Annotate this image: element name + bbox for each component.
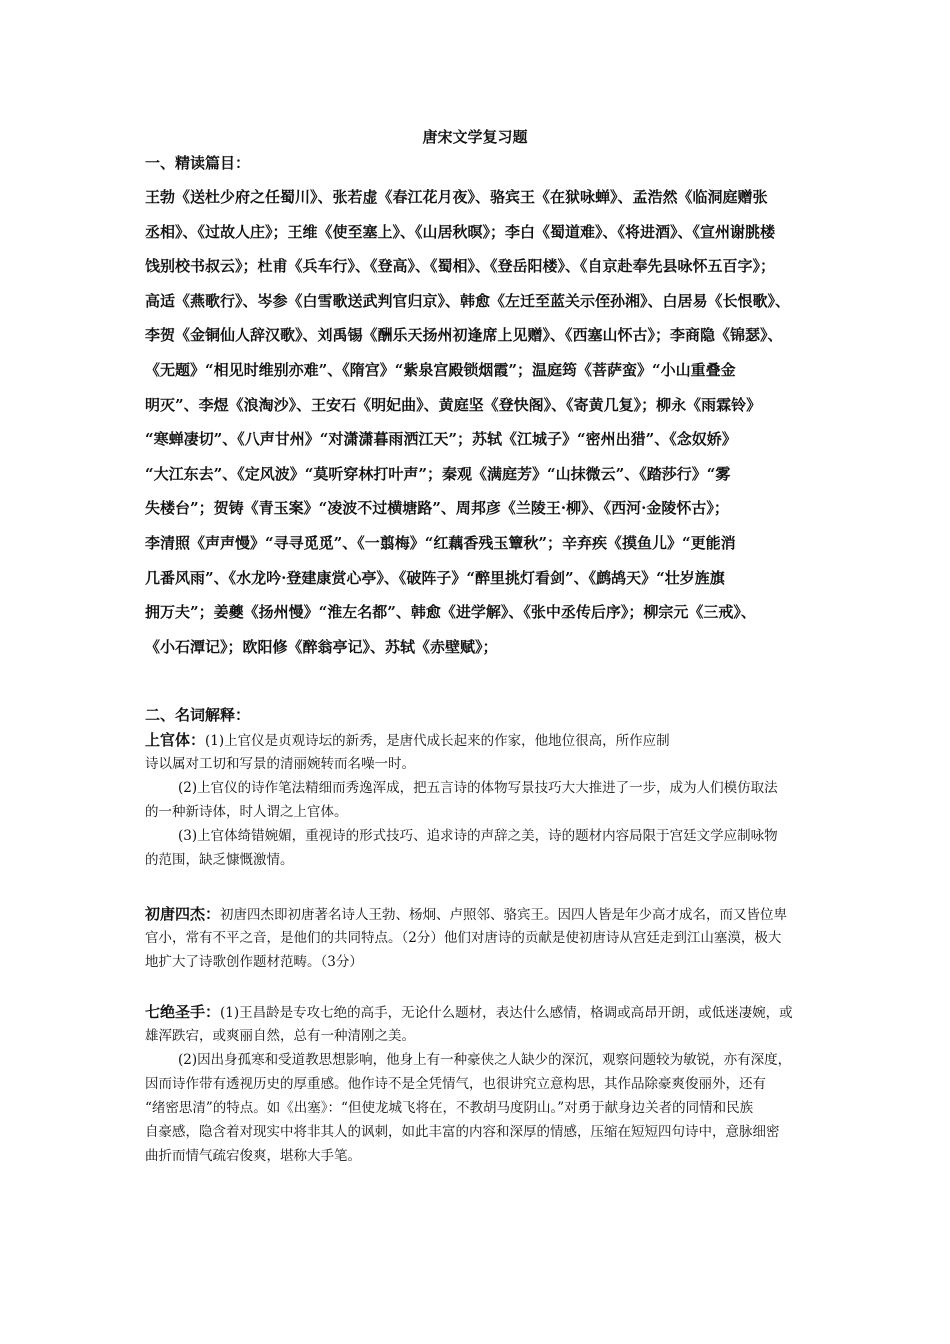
reading-line: 明灭”、李煜《浪淘沙》、王安石《明妃曲》、黄庭坚《登快阁》、《寄黄几复》；柳永《雨霖铃》: [145, 395, 762, 414]
term-text: (2)上官仪的诗作笔法精细而秀逸浑成，把五言诗的体物写景技巧大大推进了一步，成为人们模仿取法: [178, 780, 778, 796]
reading-line: 李清照《声声慢》“寻寻觅觅”、《一翦梅》“红藕香残玉簟秋”；辛弃疾《摸鱼儿》“更能消: [145, 533, 736, 552]
term-text: (1)上官仪是贞观诗坛的新秀，是唐代成长起来的作家，他地位很高，所作应制: [205, 733, 670, 749]
term-text: “绪密思清”的特点。如《出塞》：“但使龙城飞将在，不教胡马度阴山。”对勇于献身边关者的同情和民族: [145, 1100, 754, 1116]
term-text: 的范围，缺乏慷慨激情。: [145, 852, 294, 868]
section-heading-terms: 二、名词解释：: [145, 706, 251, 724]
page-title: 唐宋文学复习题: [422, 128, 528, 146]
term-text: 的一种新诗体，时人谓之上官体。: [145, 804, 348, 820]
reading-line: 拥万夫”；姜夔《扬州慢》“淮左名都”、韩愈《进学解》、《张中丞传后序》；柳宗元《三戒》、: [145, 603, 756, 622]
section-heading-reading: 一、精读篇目：: [145, 154, 251, 172]
term-qijue-master: [145, 1000, 815, 1168]
reading-line: 丞相》、《过故人庄》；王维《使至塞上》、《山居秋暝》；李白《蜀道难》、《将进酒》、《宣州谢朓楼: [145, 222, 776, 241]
term-name: 初唐四杰：: [145, 905, 221, 923]
term-shangguanti: [145, 728, 815, 872]
term-text: 官小，常有不平之音，是他们的共同特点。（2分）他们对唐诗的贡献是使初唐诗从宫廷走到江山塞漠，极大: [145, 930, 782, 946]
reading-line: 李贺《金铜仙人辞汉歌》、刘禹锡《酬乐天扬州初逢席上见赠》、《西塞山怀古》；李商隐《锦瑟》、: [145, 326, 783, 345]
reading-line: “寒蝉凄切”、《八声甘州》“对潇潇暮雨洒江天”；苏轼《江城子》“密州出猎”、《念奴娇》: [145, 430, 737, 449]
term-text: (1)王昌龄是专攻七绝的高手，无论什么题材，表达什么感情，格调或高昂开朗，或低迷凄婉，或: [220, 1005, 793, 1021]
reading-line: 《无题》“相见时维别亦难”、《隋宫》“紫泉宫殿锁烟霞”；温庭筠《菩萨蛮》“小山重叠金: [145, 360, 736, 379]
reading-line: 失楼台”；贺铸《青玉案》“凌波不过横塘路”、周邦彦《兰陵王·柳》、《西河·金陵怀古》；: [145, 499, 729, 518]
term-text: 诗以属对工切和写景的清丽婉转而名噪一时。: [145, 756, 415, 772]
term-text: (2)因出身孤寒和受道教思想影响，他身上有一种豪侠之人缺少的深沉，观察问题较为敏锐，亦有深度，: [178, 1052, 792, 1068]
term-name: 上官体：: [145, 731, 206, 749]
term-text: 自豪感，隐含着对现实中将非其人的讽刺，如此丰富的内容和深厚的情感，压缩在短短四句诗中，意脉细密: [145, 1124, 780, 1140]
reading-line: 《小石潭记》；欧阳修《醉翁亭记》、苏轼《赤壁赋》；: [145, 637, 498, 656]
reading-line: 王勃《送杜少府之任蜀川》、张若虚《春江花月夜》、骆宾王《在狱咏蝉》、孟浩然《临洞庭赠张: [145, 188, 768, 206]
term-text: 初唐四杰即初唐著名诗人王勃、杨炯、卢照邻、骆宾王。因四人皆是年少高才成名，而又皆位卑: [220, 907, 788, 923]
reading-line: 饯别校书叔云》；杜甫《兵车行》、《登高》、《蜀相》、《登岳阳楼》、《自京赴奉先县咏怀五百字》；: [145, 257, 776, 276]
term-text: 地扩大了诗歌创作题材范畴。（3分）: [145, 954, 363, 970]
term-text: 雄浑跌宕，或爽丽自然，总有一种清刚之美。: [145, 1028, 415, 1044]
term-text: 曲折而情气疏宕俊爽，堪称大手笔。: [145, 1148, 361, 1164]
term-name: 七绝圣手：: [145, 1003, 221, 1021]
term-four-talents: [145, 902, 815, 974]
reading-line: “大江东去”、《定风波》“莫听穿林打叶声”；秦观《满庭芳》“山抹微云”、《踏莎行》“雾: [145, 464, 731, 483]
term-text: 因而诗作带有透视历史的厚重感。他作诗不是全凭情气，也很讲究立意构思，其作品除豪爽俊丽外，还有: [145, 1076, 766, 1092]
term-text: (3)上官体绮错婉媚，重视诗的形式技巧、追求诗的声辞之美，诗的题材内容局限于宫廷文学应制咏物: [178, 828, 778, 844]
reading-line: 几番风雨”、《水龙吟·登建康赏心亭》、《破阵子》“醉里挑灯看剑”、《鹧鸪天》“壮岁旌旗: [145, 568, 725, 587]
reading-line: 高适《燕歌行》、岑参《白雪歌送武判官归京》、韩愈《左迁至蓝关示侄孙湘》、白居易《长恨歌》、: [145, 291, 791, 310]
reading-list: [145, 180, 815, 664]
